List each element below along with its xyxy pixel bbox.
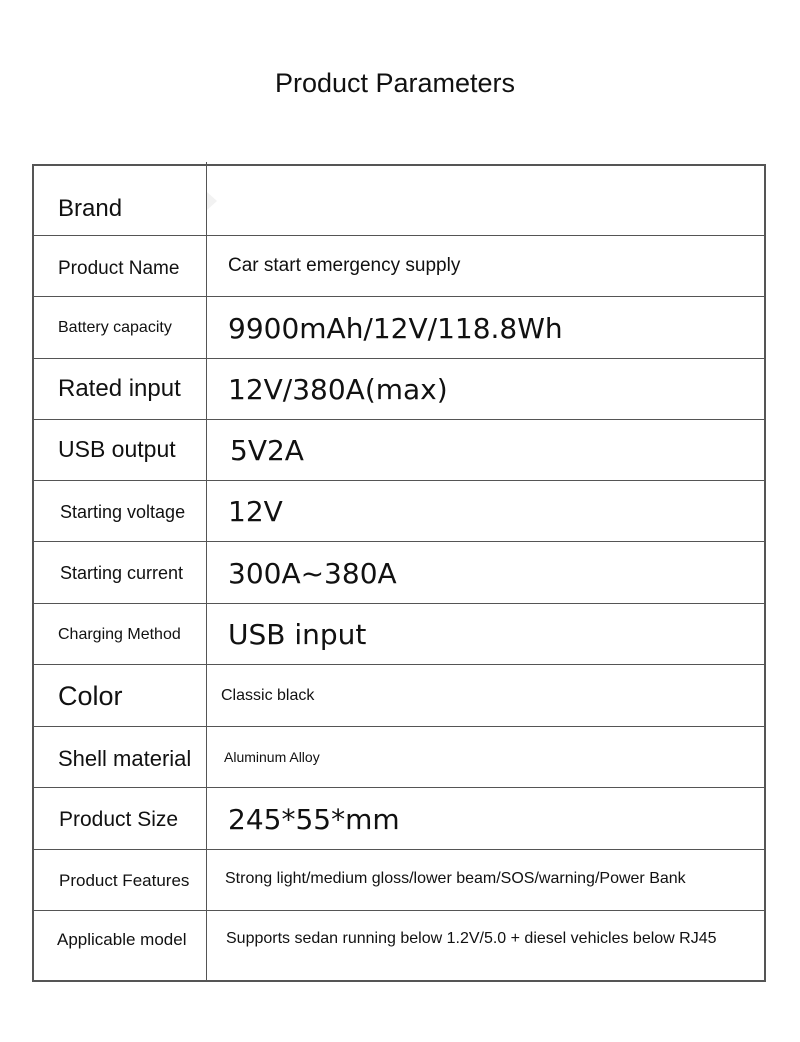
spec-value-product-size: 245*55*mm — [228, 803, 400, 836]
spec-label-battery-capacity: Battery capacity — [58, 319, 172, 336]
spec-value-battery-capacity: 9900mAh/12V/118.8Wh — [228, 312, 563, 345]
spec-row-starting-current — [34, 542, 764, 604]
spec-row-brand — [34, 166, 764, 236]
spec-row-applicable-model — [34, 911, 764, 980]
spec-row-product-features — [34, 850, 764, 911]
spec-label-product-features: Product Features — [59, 871, 190, 890]
spec-value-charging-method: USB input — [228, 618, 367, 651]
spec-row-shell-material — [34, 727, 764, 788]
spec-row-rated-input — [34, 359, 764, 420]
spec-table — [32, 164, 766, 982]
spec-value-usb-output: 5V2A — [230, 434, 304, 467]
spec-value-applicable-model: Supports sedan running below 1.2V/5.0 + diesel vehicles below RJ45 — [226, 930, 717, 947]
spec-label-starting-voltage: Starting voltage — [60, 502, 186, 522]
spec-value-starting-voltage: 12V — [228, 495, 283, 528]
spec-value-rated-input: 12V/380A(max) — [228, 373, 448, 406]
spec-row-charging-method — [34, 604, 764, 665]
spec-value-color: Classic black — [221, 687, 315, 704]
spec-label-starting-current: Starting current — [60, 563, 184, 583]
spec-label-rated-input: Rated input — [58, 375, 181, 402]
spec-label-color: Color — [58, 681, 123, 711]
spec-row-product-size — [34, 788, 764, 850]
spec-label-brand: Brand — [58, 195, 123, 222]
spec-label-shell-material: Shell material — [58, 746, 192, 771]
spec-value-product-name: Car start emergency supply — [228, 255, 461, 276]
spec-label-charging-method: Charging Method — [58, 626, 181, 643]
spec-label-product-name: Product Name — [58, 258, 180, 279]
spec-label-usb-output: USB output — [58, 436, 176, 462]
spec-row-starting-voltage — [34, 481, 764, 542]
spec-label-applicable-model: Applicable model — [57, 930, 187, 949]
spec-row-battery-capacity — [34, 297, 764, 359]
spec-row-usb-output — [34, 420, 764, 481]
spec-value-starting-current: 300A~380A — [228, 557, 397, 590]
brand-logo-mark — [207, 192, 217, 210]
spec-row-color — [34, 665, 764, 727]
spec-row-product-name — [34, 236, 764, 297]
page-title: Product Parameters — [274, 68, 516, 98]
spec-value-product-features: Strong light/medium gloss/lower beam/SOS/warning/Power Bank — [225, 870, 686, 887]
spec-label-product-size: Product Size — [59, 808, 179, 831]
spec-value-shell-material: Aluminum Alloy — [224, 749, 320, 765]
